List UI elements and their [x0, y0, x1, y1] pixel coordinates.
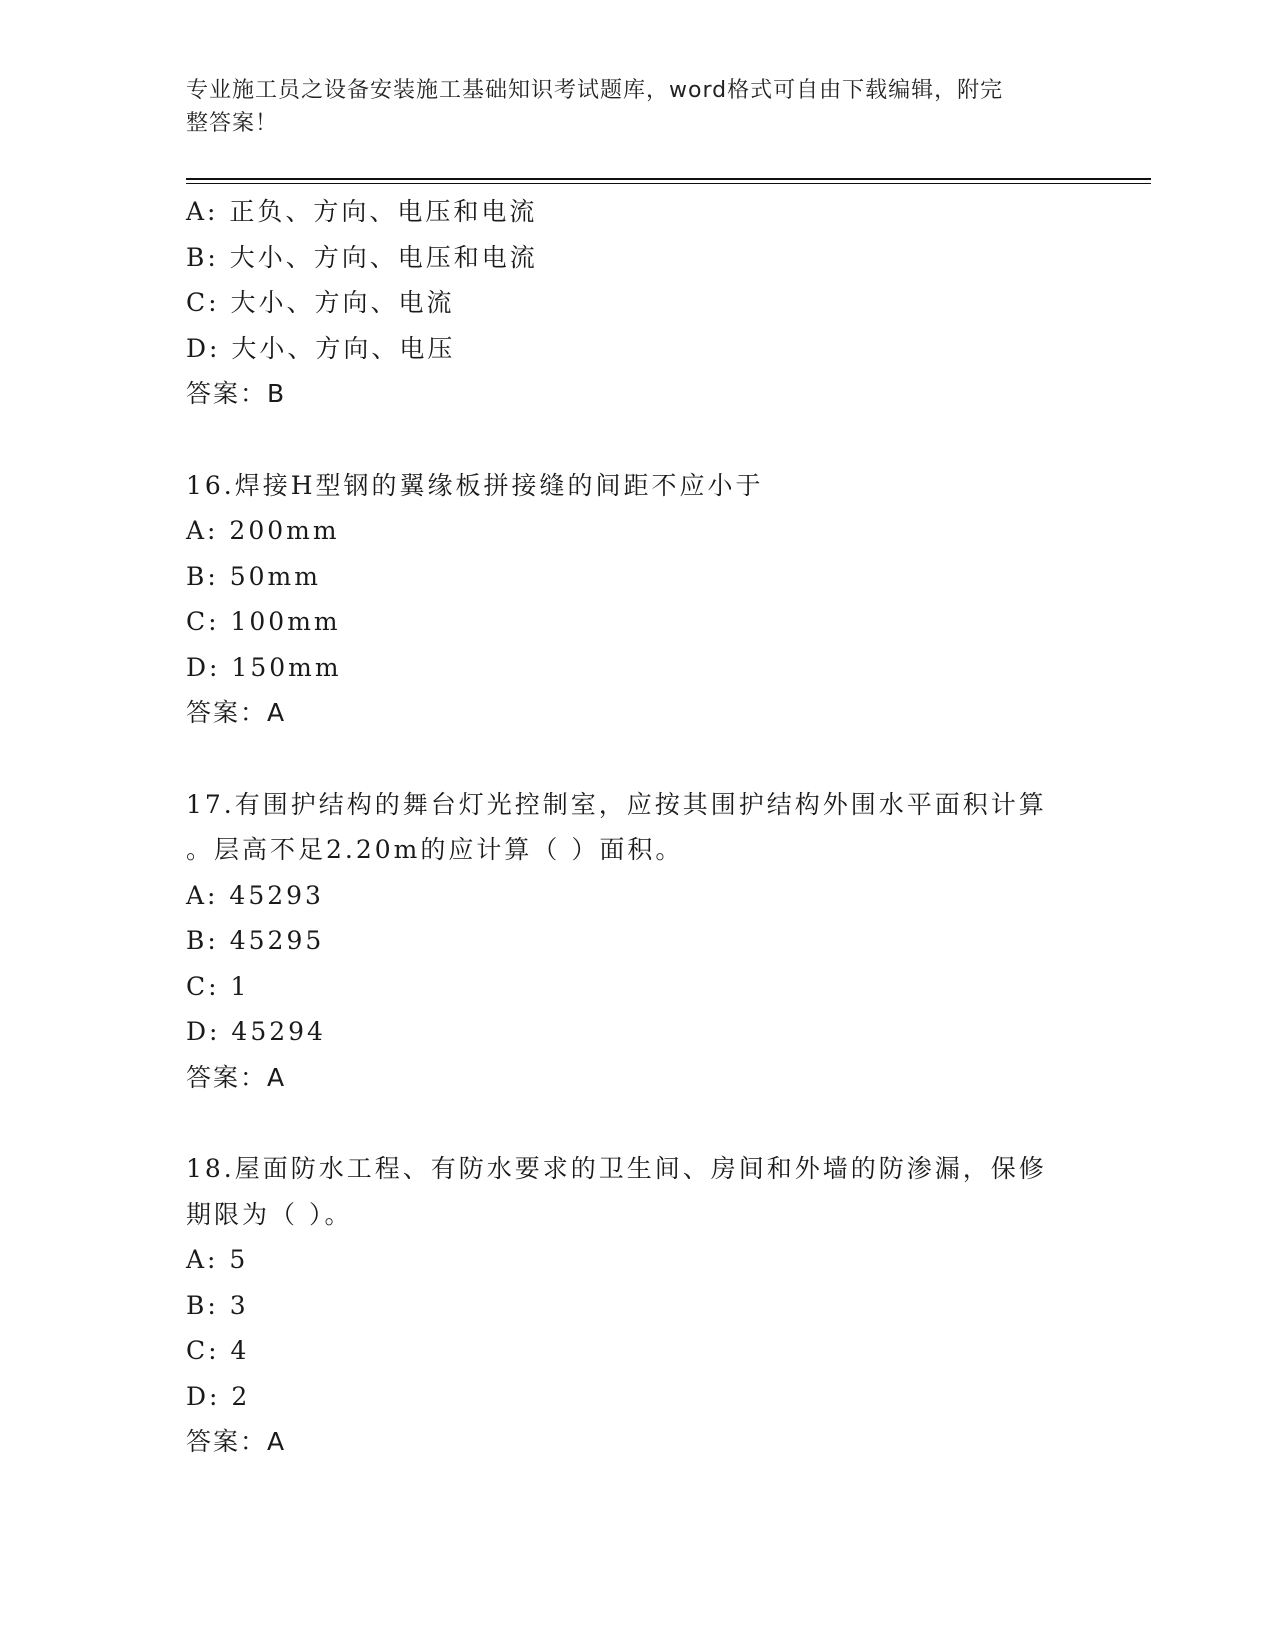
answer-label: 答案：A [186, 1062, 287, 1092]
question-spacer [186, 1100, 1126, 1146]
option-c: C: 1 [186, 971, 250, 1001]
option-d: D: 150mm [186, 652, 342, 682]
answer-label: 答案：A [186, 698, 287, 727]
question-18 [186, 1146, 1126, 1465]
option-a: A: 正负、方向、电压和电流 [186, 197, 538, 226]
option-d: D: 2 [186, 1381, 251, 1411]
question-stem-line: 期限为（ ）。 [186, 1199, 353, 1229]
header-line-2: 整答案！ [186, 111, 279, 136]
question-spacer [186, 736, 1126, 782]
option-a: A: 5 [186, 1245, 249, 1274]
question-stem [186, 782, 1126, 873]
answer-label: 答案：B [186, 379, 287, 408]
document-header [186, 74, 1066, 140]
question-15 [186, 189, 1126, 417]
question-16 [186, 463, 1126, 736]
option-c: C: 大小、方向、电流 [186, 288, 455, 317]
option-c: C: 100mm [186, 607, 341, 636]
question-stem-line: 16.焊接H型钢的翼缘板拼接缝的间距不应小于 [186, 470, 764, 500]
option-b: B: 50mm [186, 561, 321, 591]
question-stem-line: 17.有围护结构的舞台灯光控制室，应按其围护结构外围水平面积计算 [186, 789, 1047, 819]
question-spacer [186, 417, 1126, 463]
option-d: D: 大小、方向、电压 [186, 333, 456, 363]
option-b: B: 3 [186, 1290, 249, 1320]
option-a: A: 45293 [186, 880, 324, 910]
option-c: C: 4 [186, 1336, 250, 1365]
question-17 [186, 782, 1126, 1101]
option-a: A: 200mm [186, 516, 340, 545]
header-divider-thin [186, 183, 1151, 184]
option-d: D: 45294 [186, 1017, 326, 1046]
option-b: B: 45295 [186, 926, 325, 955]
question-list [186, 189, 1126, 1465]
option-b: B: 大小、方向、电压和电流 [186, 242, 538, 272]
question-stem [186, 1146, 1126, 1237]
header-divider-thick [186, 178, 1151, 180]
answer-label: 答案：A [186, 1427, 287, 1456]
header-line-1: 专业施工员之设备安装施工基础知识考试题库，word格式可自由下载编辑，附完 [186, 78, 1004, 103]
question-stem-line: 。层高不足2.20m的应计算（ ）面积。 [186, 835, 684, 864]
question-stem-line: 18.屋面防水工程、有防水要求的卫生间、房间和外墙的防渗漏，保修 [186, 1154, 1047, 1183]
question-stem [186, 463, 1126, 509]
